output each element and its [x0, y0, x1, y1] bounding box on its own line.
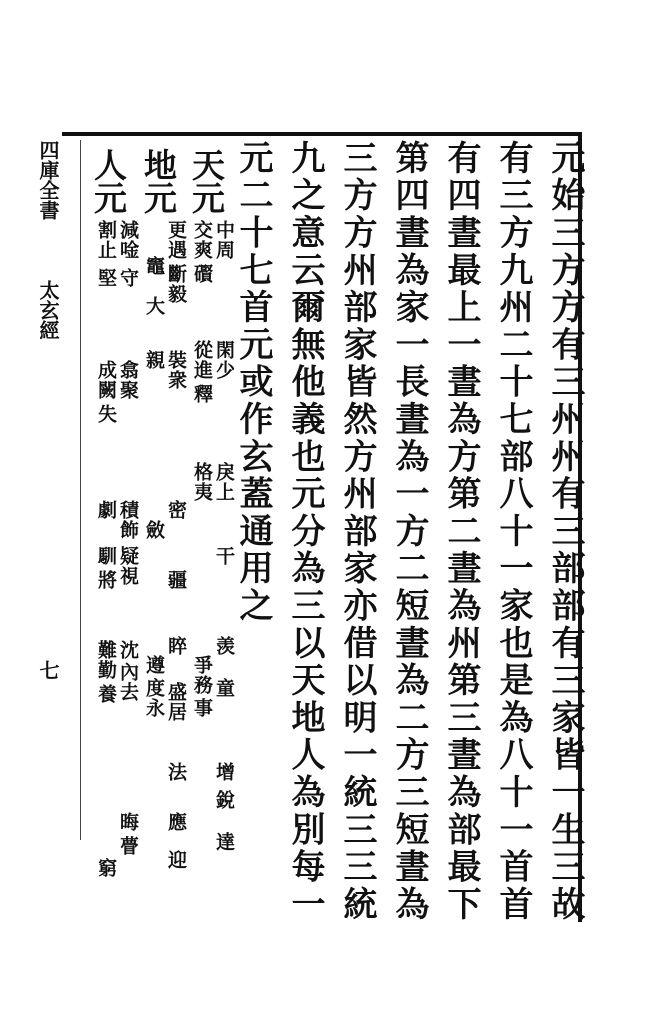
heaven-sub-3: 礥: [191, 264, 213, 284]
man-sub-18: 晦: [117, 812, 139, 832]
heaven-sub-6: 釋: [191, 384, 213, 404]
heaven-sub-9: 干: [213, 546, 235, 566]
text-column-7: 元二十七首元或作玄蓋通用之: [233, 140, 273, 625]
text-column-5: 三方方州部家皆然方州部家亦借以明一統三三統: [337, 140, 377, 924]
heaven-sub-2: 交爽: [191, 220, 213, 260]
man-sub-20: 窮: [95, 858, 117, 878]
heaven-sub-1: 中周: [213, 220, 235, 260]
heaven-sub-11: 爭務: [191, 655, 213, 695]
earth-label: 地元: [139, 148, 178, 214]
man-sub-6: 成: [95, 360, 117, 380]
man-sub-16: 難勤: [95, 640, 117, 680]
man-sub-12: 馴: [95, 546, 117, 566]
earth-sub-4: 大: [143, 296, 165, 316]
earth-sub-12: 盛居: [165, 682, 187, 722]
heaven-sub-4: 閑少: [213, 340, 235, 380]
earth-sub-17: 迎: [165, 850, 187, 870]
text-column-4: 第四晝為家一長晝為一方二短晝為二方三短晝為: [389, 140, 429, 924]
man-sub-3: 守: [117, 268, 139, 288]
man-sub-5: 翕聚: [117, 360, 139, 400]
heaven-label: 天元: [187, 148, 226, 214]
earth-sub-7: 密: [165, 500, 187, 520]
man-sub-9: 積飾: [117, 500, 139, 540]
earth-sub-9: 疆: [165, 570, 187, 590]
earth-sub-16: 應: [165, 812, 187, 832]
text-column-6: 九之意云爾無他義也元分為三以天地人為別每一: [285, 140, 325, 924]
man-label: 人元: [89, 148, 128, 214]
man-sub-8: 失: [95, 404, 117, 424]
heaven-sub-12: 童: [213, 678, 235, 698]
heaven-sub-5: 從進: [191, 340, 213, 380]
man-sub-14: 沈: [117, 640, 139, 660]
heaven-sub-10: 羡: [213, 636, 235, 656]
page-margin: [36, 140, 78, 840]
earth-sub-3: 竈: [143, 256, 165, 276]
text-column-1: 元始三方方有三州州有三部部有三家皆一生三故: [545, 140, 585, 924]
man-sub-10: 劇: [95, 500, 117, 520]
heaven-sub-14: 增: [213, 762, 235, 782]
man-sub-13: 將: [95, 570, 117, 590]
heaven-sub-13: 事: [191, 698, 213, 718]
man-sub-11: 疑視: [117, 546, 139, 586]
text-column-2: 有三方九州二十七部八十一家也是為八十一首首: [493, 140, 533, 924]
heaven-sub-8: 格夷: [191, 462, 213, 502]
man-sub-4: 堅: [95, 268, 117, 288]
man-sub-15: 內去: [117, 662, 139, 702]
earth-sub-8: 斂: [143, 520, 165, 540]
heaven-sub-16: 達: [213, 832, 235, 852]
man-sub-19: 瞢: [117, 836, 139, 856]
earth-sub-6: 親: [143, 350, 165, 370]
earth-sub-10: 睟: [165, 636, 187, 656]
margin-rule: [80, 140, 81, 840]
earth-sub-1: 更遇: [165, 220, 187, 260]
page-number: 七: [36, 660, 60, 680]
text-column-3: 有四晝最上一晝為方第二晝為州第三晝為部最下: [441, 140, 481, 924]
earth-sub-5: 裝衆: [165, 350, 187, 390]
earth-sub-13: 度: [143, 678, 165, 698]
heaven-sub-7: 戾上: [213, 462, 235, 502]
margin-title: 四庫全書: [36, 140, 60, 220]
earth-sub-14: 永: [143, 698, 165, 718]
earth-sub-15: 法: [165, 762, 187, 782]
frame-top-border: [62, 132, 582, 136]
earth-sub-11: 遵: [143, 655, 165, 675]
man-sub-17: 養: [95, 684, 117, 704]
man-sub-2: 割止: [95, 220, 117, 260]
man-sub-1: 減唫: [117, 220, 139, 260]
earth-sub-2: 斷毅: [165, 264, 187, 304]
man-sub-7: 闕: [95, 380, 117, 400]
margin-detail: 太玄經: [36, 280, 60, 340]
heaven-sub-15: 銳: [213, 790, 235, 810]
